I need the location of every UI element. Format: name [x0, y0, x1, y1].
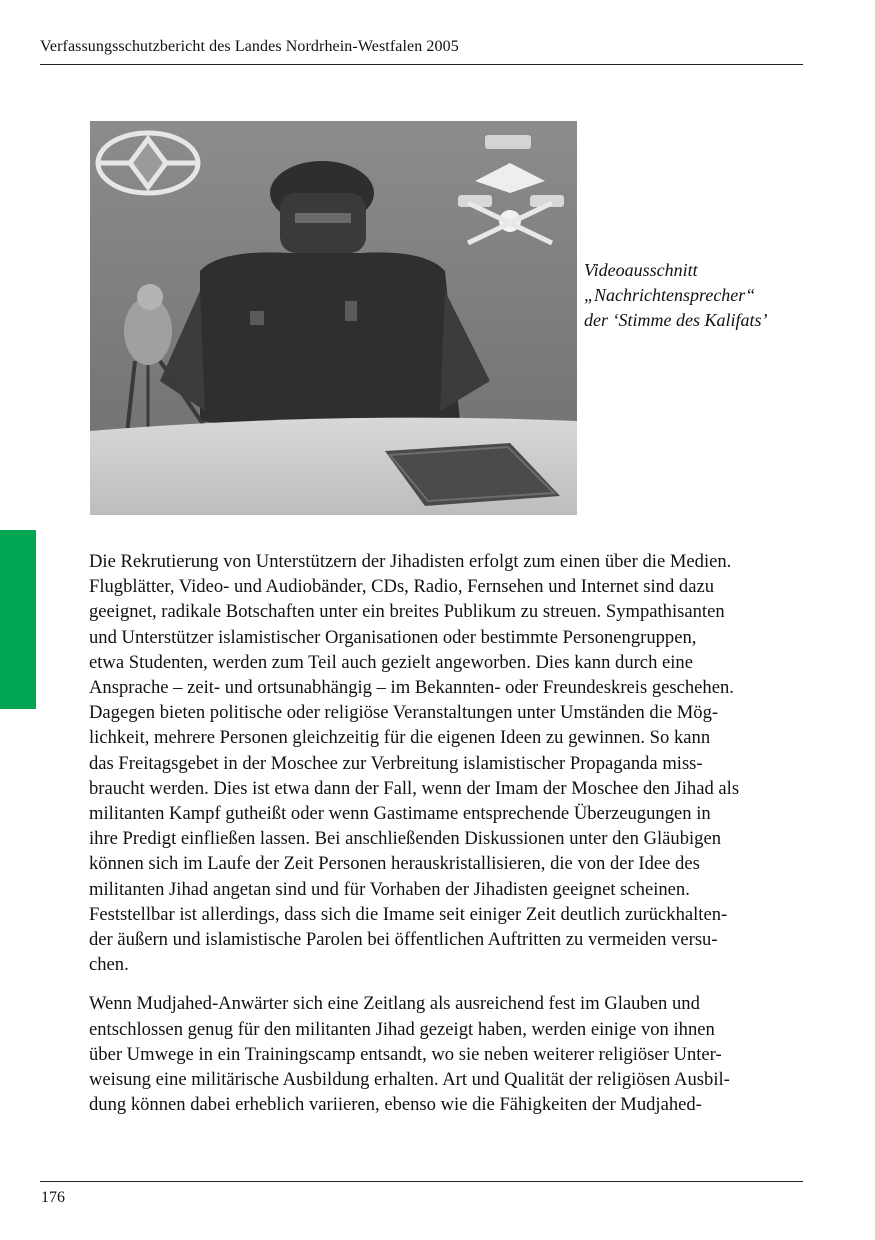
- text-line: geeignet, radikale Botschaften unter ein breites Publikum zu streuen. Sympathisanten: [89, 601, 725, 623]
- running-header: Verfassungsschutzbericht des Landes Nordrhein-Westfalen 2005: [40, 38, 459, 55]
- paragraph: [89, 549, 811, 977]
- text-line: das Freitagsgebet in der Moschee zur Verbreitung islamistischer Propaganda miss-: [89, 752, 703, 774]
- header-rule: [40, 64, 803, 65]
- video-still-photo: [90, 121, 577, 515]
- text-line: Die Rekrutierung von Unterstützern der Jihadisten erfolgt zum einen über die Medien.: [89, 551, 732, 572]
- paragraph: [89, 991, 811, 1117]
- text-line: Dagegen bieten politische oder religiöse Veranstaltungen unter Umständen die Mög-: [89, 702, 719, 724]
- text-line: ihre Predigt einfließen lassen. Bei anschließenden Diskussionen unter den Gläubigen: [89, 828, 722, 850]
- text-line: etwa Studenten, werden zum Teil auch gezielt angeworben. Dies kann durch eine: [89, 651, 693, 673]
- paragraph-spacer: [89, 977, 811, 991]
- text-line: Wenn Mudjahed-Anwärter sich eine Zeitlang als ausreichend fest im Glauben und: [89, 993, 700, 1015]
- text-line: der äußern und islamistische Parolen bei öffentlichen Auftritten zu vermeiden versu-: [89, 929, 718, 951]
- text-line: chen.: [89, 954, 129, 976]
- text-line: entschlossen genug für den militanten Jihad gezeigt haben, werden einige von ihnen: [89, 1018, 715, 1040]
- text-line: und Unterstützer islamistischer Organisationen oder bestimmte Personengruppen,: [89, 626, 697, 648]
- text-line: Feststellbar ist allerdings, dass sich die Imame seit einiger Zeit deutlich zurückhalten-: [89, 903, 728, 925]
- text-line: weisung eine militärische Ausbildung erhalten. Art und Qualität der religiösen Ausbil-: [89, 1069, 730, 1091]
- text-line: Ansprache – zeit- und ortsunabhängig – im Bekannten- oder Freundeskreis geschehen.: [89, 677, 734, 699]
- text-line: militanten Kampf gutheißt oder wenn Gastimame entsprechende Überzeugungen in: [89, 803, 711, 825]
- page-number: 176: [41, 1189, 65, 1206]
- text-line: lichkeit, mehrere Personen gleichzeitig für die eigenen Ideen zu gewinnen. So kann: [89, 727, 711, 749]
- text-line: militanten Jihad angetan sind und für Vorhaben der Jihadisten geeignet scheinen.: [89, 878, 690, 900]
- text-line: dung können dabei erheblich variieren, ebenso wie die Fähigkeiten der Mudjahed-: [89, 1094, 702, 1116]
- text-line: können sich im Laufe der Zeit Personen herauskristallisieren, die von der Idee des: [89, 853, 700, 875]
- left-emblem: [98, 133, 198, 193]
- text-line: über Umwege in ein Trainingscamp entsandt, wo sie neben weiterer religiöser Unter-: [89, 1043, 722, 1065]
- body-text: [89, 549, 811, 1117]
- figure-caption: Videoausschnitt „Nachrichtensprecher“ der ‘Stimme des Kalifats’: [584, 260, 768, 330]
- text-line: braucht werden. Dies ist etwa dann der Fall, wenn der Imam der Moschee den Jihad als: [89, 777, 740, 799]
- section-marker-tab: [0, 530, 36, 709]
- footer-rule: [40, 1181, 803, 1182]
- text-line: Flugblätter, Video- und Audiobänder, CDs, Radio, Fernsehen und Internet sind dazu: [89, 576, 714, 598]
